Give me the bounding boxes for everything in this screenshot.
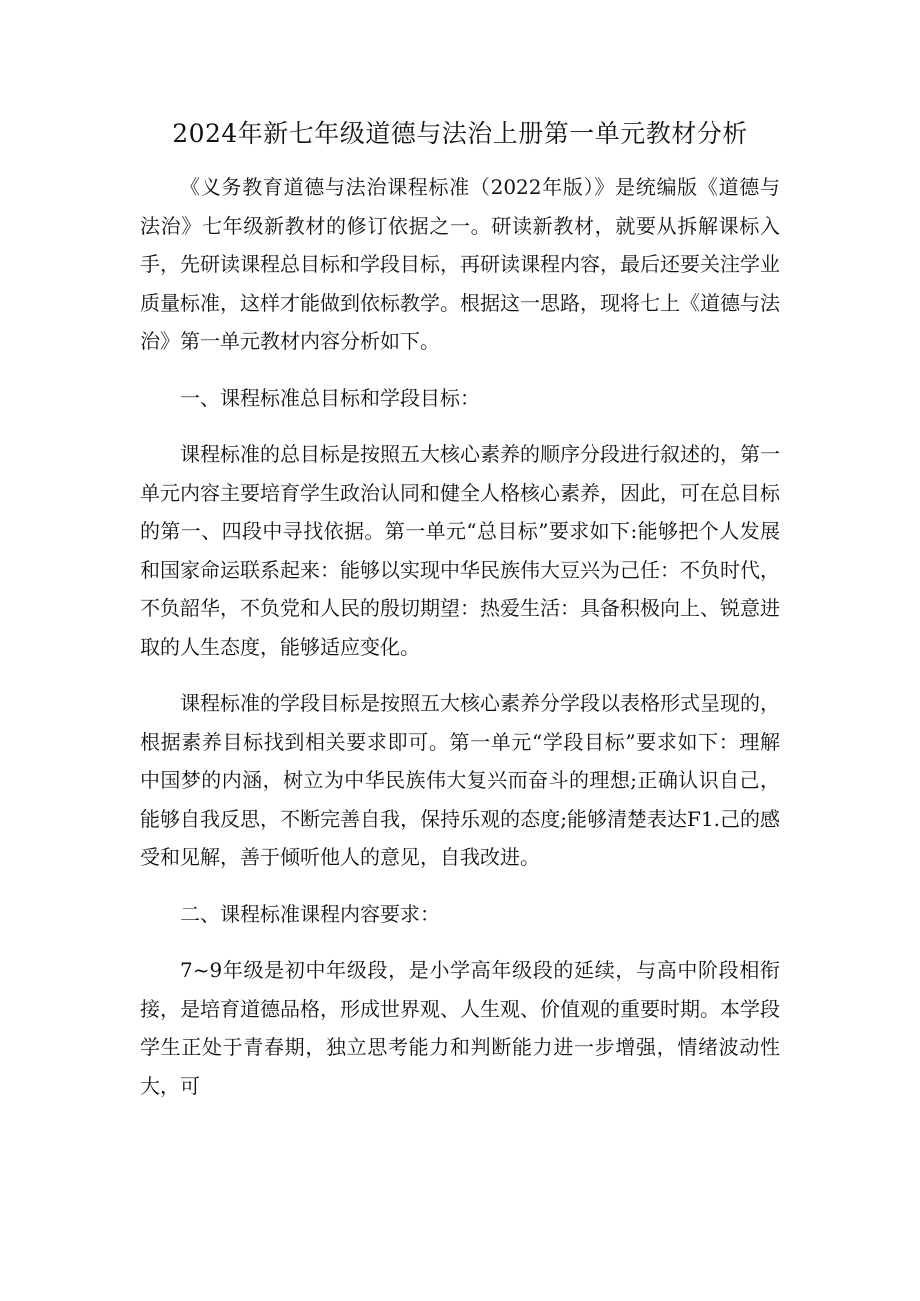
- stage-goal-paragraph: 课程标准的学段目标是按照五大核心素养分学段以表格形式呈现的，根据素养目标找到相关要求即可。第一单元“学段目标”要求如下：理解中国梦的内涵，树立为中华民族伟大复兴而奋斗的理想;正确认识自己，能够自我反思，不断完善自我，保持乐观的态度;能够清楚表达F1.己的感受和见解，善于倾听他人的意见，自我改进。: [140, 691, 780, 869]
- overall-goal-paragraph: 课程标准的总目标是按照五大核心素养的顺序分段进行叙述的，第一单元内容主要培育学生政治认同和健全人格核心素养，因此，可在总目标的第一、四段中寻找依据。第一单元“总目标”要求如下:能够把个人发展和国家命运联系起来：能够以实现中华民族伟大豆兴为己任：不负时代，不负韶华，不负党和人民的殷切期望：热爱生活：具备积极向上、锐意进取的人生态度，能够适应变化。: [140, 442, 780, 659]
- section-heading-1: 一、课程标准总目标和学段目标：: [180, 385, 480, 410]
- grade-stage-paragraph: 7~9年级是初中年级段，是小学高年级段的延续，与高中阶段相衔接，是培育道德品格，形成世界观、人生观、价值观的重要时期。本学段学生正处于青春期，独立思考能力和判断能力进一步增强，情绪波动性大，可: [140, 958, 780, 1098]
- document-body: [140, 168, 780, 1105]
- section-heading-2: 二、课程标准课程内容要求：: [180, 901, 440, 926]
- document-title: 2024年新七年级道德与法治上册第一单元教材分析: [172, 119, 748, 148]
- intro-paragraph: 《义务教育道德与法治课程标准（2022年版）》是统编版《道德与法治》七年级新教材的修订依据之一。研读新教材，就要从拆解课标入手，先研读课程总目标和学段目标，再研读课程内容，最后还要关注学业质量标准，这样才能做到依标教学。根据这一思路，现将七上《道德与法治》第一单元教材内容分析如下。: [140, 175, 780, 353]
